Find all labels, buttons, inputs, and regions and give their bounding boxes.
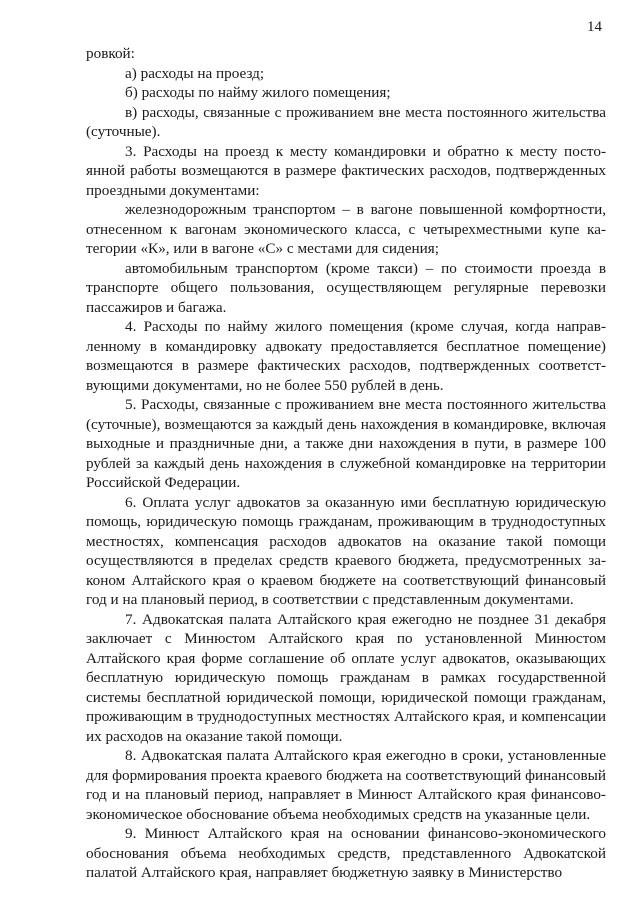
paragraph-continuation: ровкой:: [86, 45, 135, 62]
page-number: 14: [587, 19, 602, 35]
paragraph-9: 9. Минюст Алтайского края на основании финансово-экономического обоснования объема необходимых средств, представленного Адвокатской палатой Алтайского края, направляет бюджетную заявку в Министерство: [86, 825, 606, 881]
paragraph-road: автомобильным транспортом (кроме такси) – по стоимости проезда в транспорте общего пользования, осуществляющем регулярные перевозки пассажиров и багажа.: [86, 259, 606, 316]
paragraph-railway: железнодорожным транспортом – в вагоне повышенной комфортности, отнесенном к вагонам экономического класса, с четырехместными купе категории «К», или в вагоне «С» с местами для сидения;: [86, 201, 606, 257]
paragraph-5: 5. Расходы, связанные с проживанием вне места постоянного жительства (суточные), возмещаются за каждый день нахождения в командировке, включая выходные и праздничные дни, а также дни нахождения в пути, в размере 100 рублей за каждый день нахождения в служебной командировке на территории Российской Федерации.: [86, 396, 606, 491]
list-item-b: б) расходы по найму жилого помещения;: [125, 84, 391, 101]
paragraph-7: 7. Адвокатская палата Алтайского края ежегодно не позднее 31 декабря заключает с Минюстом Алтайского края по установленной Минюстом Алтайского края форме соглашение об оплате услуг адвокатов, оказывающих бесплатную юридическую помощь гражданам в рамках государственной системы бесплатной юридической помощи, юридической помощи гражданам, проживающим в труднодоступных местностях Алтайского края, и компенсации их расходов на оказание такой помощи.: [86, 610, 606, 745]
paragraph-3: 3. Расходы на проезд к месту командировки и обратно к месту постоянной работы возмещаются в размере фактических расходов, подтвержденных проездными документами:: [86, 142, 606, 199]
paragraph-4: 4. Расходы по найму жилого помещения (кроме случая, когда направленному в командировку адвокату предоставляется бесплатное помещение) возмещаются в размере фактических расходов, подтвержденных соответствующими документами, но не более 550 рублей в день.: [86, 318, 606, 394]
document-body: [86, 44, 606, 883]
list-item-c: в) расходы, связанные с проживанием вне места постоянного жительства (суточные).: [86, 103, 606, 140]
paragraph-6: 6. Оплата услуг адвокатов за оказанную ими бесплатную юридическую помощь, юридическую помощь гражданам, проживающим в труднодоступных местностях, компенсация расходов адвокатов на оказание такой помощи осуществляются в пределах средств краевого бюджета, предусмотренных законом Алтайского края о краевом бюджете на соответствующий финансовый год и на плановый период, в соответствии с представленным документами.: [86, 493, 606, 608]
list-item-a: а) расходы на проезд;: [125, 64, 265, 82]
paragraph-8: 8. Адвокатская палата Алтайского края ежегодно в сроки, установленные для формирования проекта краевого бюджета на соответствующий финансовый год и на плановый период, направляет в Минюст Алтайского края финансово-экономическое обоснование объема необходимых средств на указанные цели.: [86, 747, 606, 823]
